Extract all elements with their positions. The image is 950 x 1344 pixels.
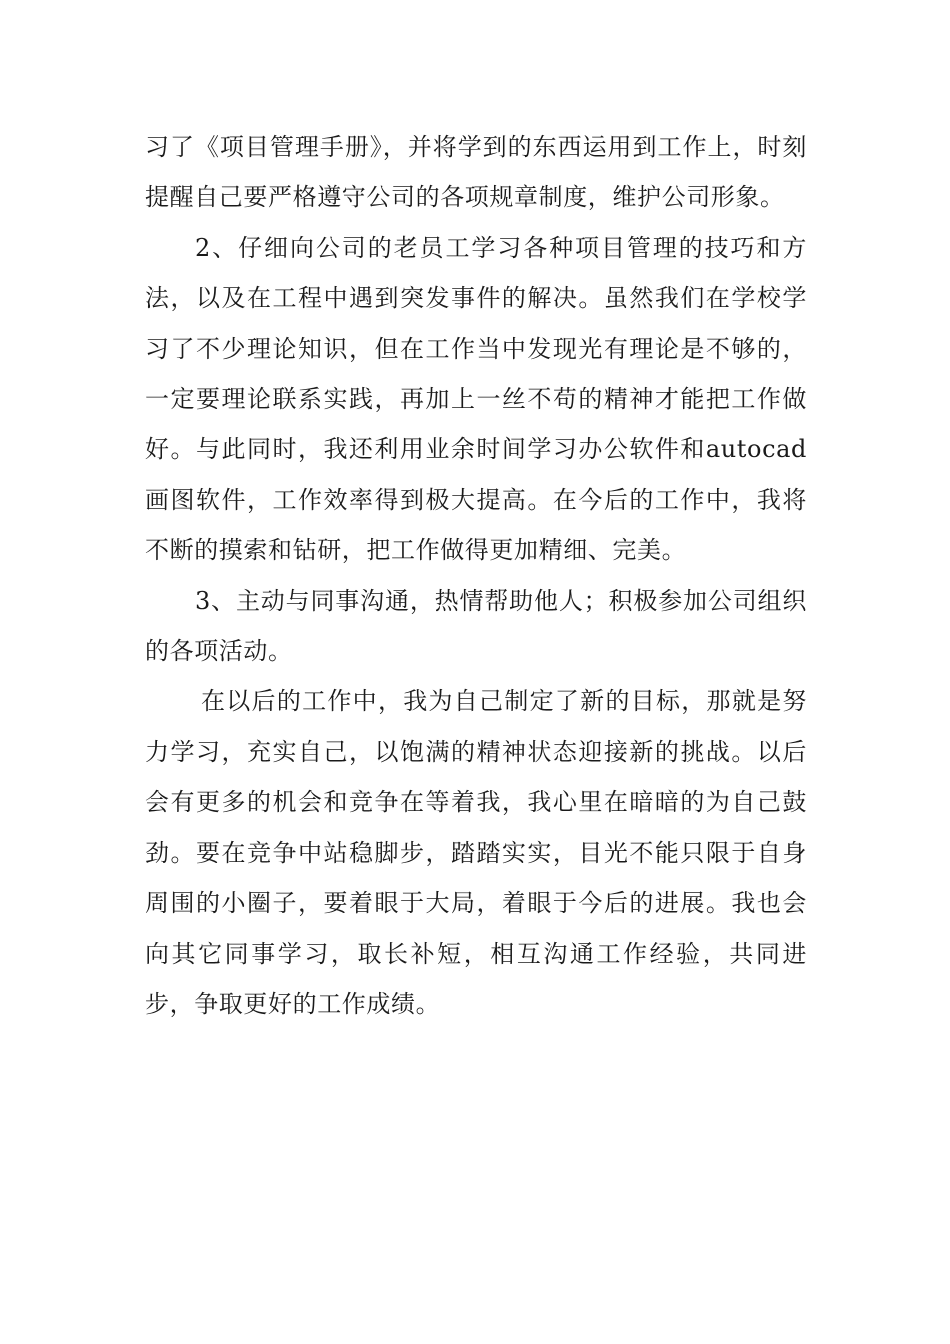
paragraph-future-goals: 在以后的工作中，我为自己制定了新的目标，那就是努力学习，充实自己，以饱满的精神状态迎接新的挑战。以后会有更多的机会和竞争在等着我，我心里在暗暗的为自己鼓劲。要在竞争中站稳脚步，踏踏实实，目光不能只限于自身周围的小圈子，要着眼于大局，着眼于今后的进展。我也会向其它同事学习，取长补短，相互沟通工作经验，共同进步，争取更好的工作成绩。 [145,687,807,1018]
paragraph-item-2: 2、仔细向公司的老员工学习各种项目管理的技巧和方法，以及在工程中遇到突发事件的解决。虽然我们在学校学习了不少理论知识，但在工作当中发现光有理论是不够的，一定要理论联系实践，再加上一丝不苟的精神才能把工作做好。与此同时，我还利用业余时间学习办公软件和autocad画图软件，工作效率得到极大提高。在今后的工作中，我将不断的摸索和钻研，把工作做得更加精细、完美。 [145,233,807,565]
paragraph-continued: 习了《项目管理手册》，并将学到的东西运用到工作上，时刻提醒自己要严格遵守公司的各项规章制度，维护公司形象。 [145,133,807,212]
document-body [145,122,807,1029]
paragraph-item-3: 3、主动与同事沟通，热情帮助他人；积极参加公司组织的各项活动。 [145,586,807,666]
